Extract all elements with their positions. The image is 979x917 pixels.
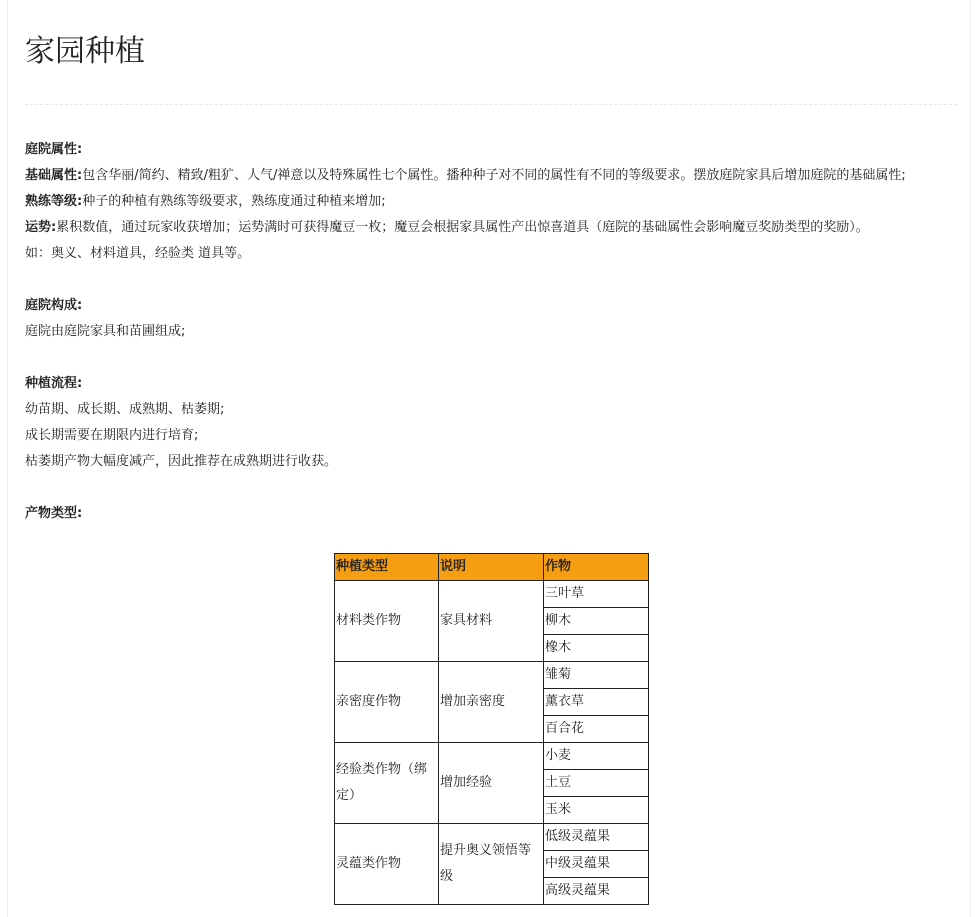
desc-cell: 增加亲密度 [439, 662, 544, 743]
paragraph-luck-example: 如：奥义、材料道具，经验类 道具等。 [25, 246, 251, 261]
label: 基础属性: [25, 168, 83, 183]
paragraph: 庭院由庭院家具和苗圃组成; [25, 324, 186, 339]
product-table [334, 553, 649, 905]
article-body [25, 137, 960, 527]
paragraph: 幼苗期、成长期、成熟期、枯萎期; [25, 402, 225, 417]
table-row [335, 743, 649, 770]
table-row [335, 824, 649, 851]
crop-cell: 百合花 [544, 716, 649, 743]
section-heading: 庭院构成: [25, 298, 83, 313]
crop-cell: 高级灵蕴果 [544, 878, 649, 905]
label: 运势: [25, 220, 57, 235]
label: 熟练等级: [25, 194, 83, 209]
table-row [335, 581, 649, 608]
text: 种子的种植有熟练等级要求，熟练度通过种植来增加; [82, 194, 386, 209]
crop-cell: 薰衣草 [544, 689, 649, 716]
crop-cell: 中级灵蕴果 [544, 851, 649, 878]
crop-cell: 小麦 [544, 743, 649, 770]
section-heading: 种植流程: [25, 376, 83, 391]
paragraph-basic-attr [25, 163, 960, 189]
text: 包含华丽/简约、精致/粗犷、人气/禅意以及特殊属性七个属性。播种种子对不同的属性有不同的等级要求。摆放庭院家具后增加庭院的基础属性; [82, 168, 906, 183]
paragraph-luck [25, 215, 960, 241]
crop-cell: 玉米 [544, 797, 649, 824]
paragraph: 枯萎期产物大幅度减产，因此推荐在成熟期进行收获。 [25, 454, 338, 469]
crop-cell: 三叶草 [544, 581, 649, 608]
crop-cell: 低级灵蕴果 [544, 824, 649, 851]
divider [25, 104, 957, 105]
section-heading: 产物类型: [25, 506, 83, 521]
text: 累积数值，通过玩家收获增加；运势满时可获得魔豆一枚；魔豆会根据家具属性产出惊喜道具（庭院的基础属性会影响魔豆奖励类型的奖励）。 [56, 220, 869, 235]
type-cell: 亲密度作物 [335, 662, 439, 743]
desc-cell: 增加经验 [439, 743, 544, 824]
crop-cell: 雏菊 [544, 662, 649, 689]
paragraph: 成长期需要在期限内进行培育; [25, 428, 199, 443]
crop-cell: 土豆 [544, 770, 649, 797]
table-header-row [335, 554, 649, 581]
header-cell: 作物 [544, 554, 649, 581]
desc-cell: 家具材料 [439, 581, 544, 662]
crop-cell: 橡木 [544, 635, 649, 662]
header-cell: 说明 [439, 554, 544, 581]
desc-cell: 提升奥义领悟等级 [439, 824, 544, 905]
section-heading: 庭院属性: [25, 142, 83, 157]
type-cell: 材料类作物 [335, 581, 439, 662]
type-cell: 经验类作物（绑定） [335, 743, 439, 824]
page-title: 家园种植 [25, 34, 145, 69]
paragraph-skill [25, 189, 960, 215]
type-cell: 灵蕴类作物 [335, 824, 439, 905]
table-row [335, 662, 649, 689]
header-cell: 种植类型 [335, 554, 439, 581]
crop-cell: 柳木 [544, 608, 649, 635]
